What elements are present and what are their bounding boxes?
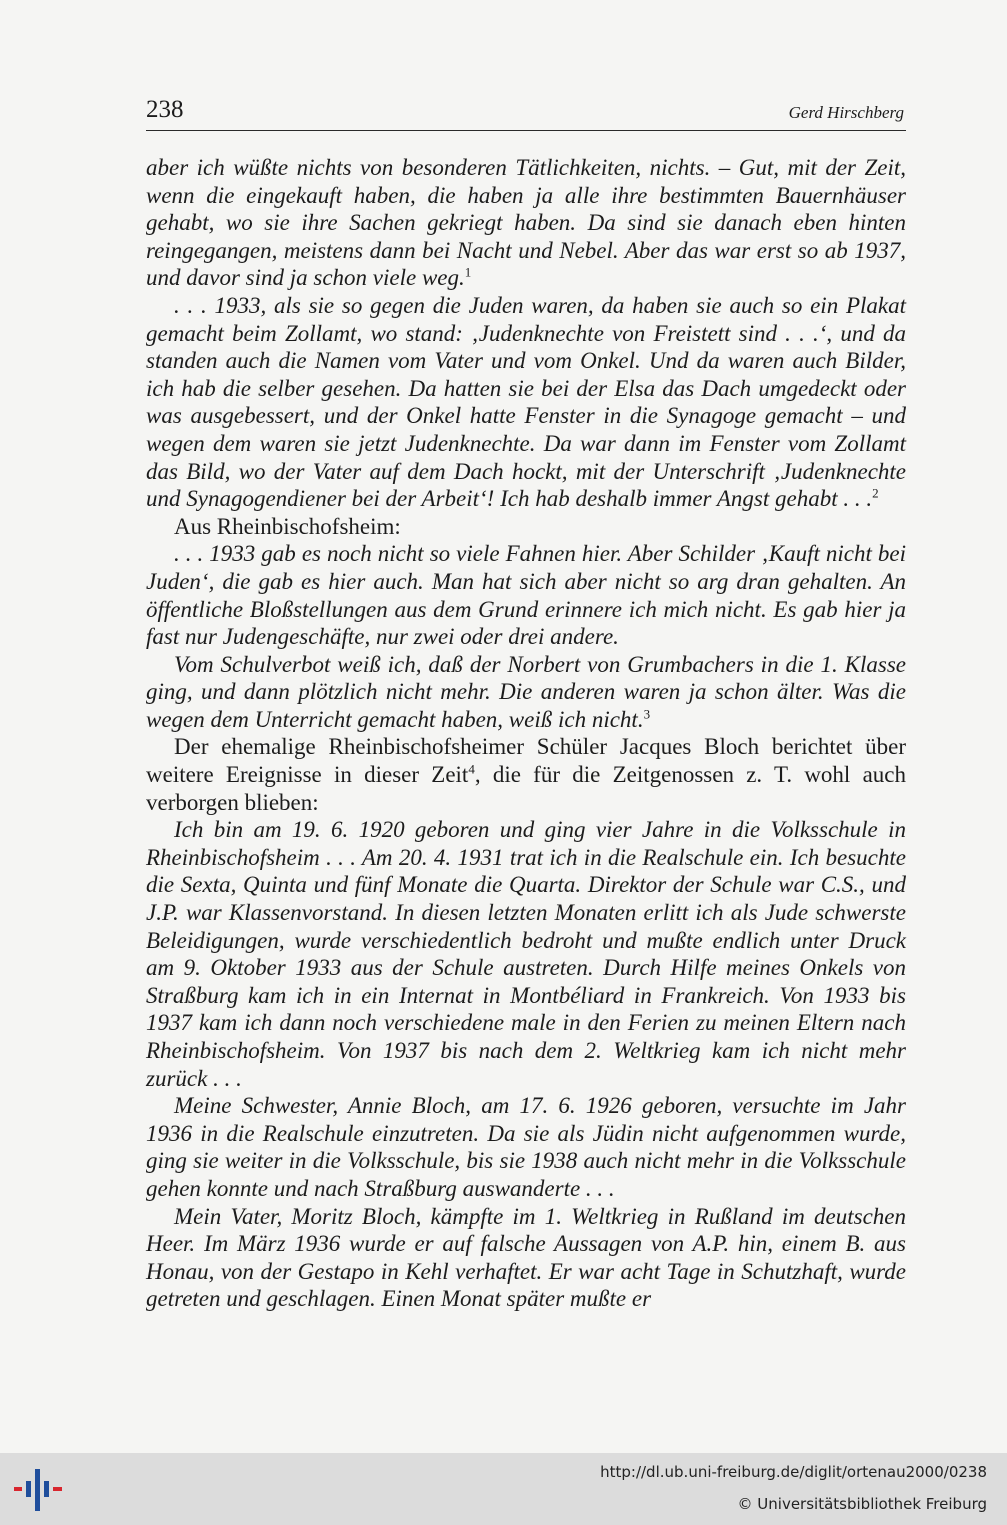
footnote-marker[interactable]: 4 — [468, 761, 475, 777]
paragraph: aber ich wüßte nichts von besonderen Tätlichkeiten, nichts. – Gut, mit der Zeit, wenn die eingekauft haben, die haben ja alle ihre bestimmten Bauernhäuser gehabt, wo sie ihre Sachen gekriegt haben. Da sind sie danach eben hinten reingegangen, meistens dann bei Nacht und Nebel. Aber das war erst so ab 1937, und davor sind ja schon viele weg.$^1$ — [146, 155, 906, 291]
page-number: 238 — [146, 96, 184, 123]
footnote-marker[interactable]: 1 — [464, 264, 472, 280]
copyright-notice: © Universitätsbibliothek Freiburg — [737, 1495, 987, 1513]
body-text — [146, 154, 906, 1313]
viewer-footer — [0, 1453, 1007, 1525]
page-header — [146, 96, 906, 131]
footnote-marker[interactable]: 2 — [872, 485, 879, 501]
paragraph: Ich bin am 19. 6. 1920 geboren und ging vier Jahre in die Volksschule in Rheinbischofsheim . . . Am 20. 4. 1931 trat ich in die Realschule ein. Ich besuchte die Sexta, Quinta und fünf Monate die Quarta. Direktor der Schule war C.S., und J.P. war Klassenvorstand. In diesen letzten Monaten erlitt ich als Jude schwerste Beleidigungen, wurde verschiedentlich bedroht und mußte endlich unter Druck am 9. Oktober 1933 aus der Schule austreten. Durch Hilfe meines Onkels von Straßburg kam ich in ein Internat in Montbéliard in Frankreich. Von 1933 bis 1937 kam ich dann noch verschiedene male in den Ferien zu meinen Eltern nach Rheinbischofsheim. Von 1937 bis nach dem 2. Weltkrieg kam ich nicht mehr zurück . . . — [146, 817, 906, 1091]
permalink-url[interactable]: http://dl.ub.uni-freiburg.de/diglit/ortenau2000/0238 — [600, 1463, 987, 1481]
running-head-author: Gerd Hirschberg — [788, 103, 904, 122]
footnote-marker[interactable]: 3 — [643, 706, 651, 722]
paragraph: Der ehemalige Rheinbischofsheimer Schüler Jacques Bloch berichtet über weitere Ereignisse in dieser Zeit$^4$, die für die Zeitgenossen z. T. wohl auch verborgen blieben: — [146, 734, 906, 815]
paragraph: Mein Vater, Moritz Bloch, kämpfte im 1. Weltkrieg in Rußland im deutschen Heer. Im März 1936 wurde er auf falsche Aussagen von A.P. hin, einem B. aus Honau, von der Gestapo in Kehl verhaftet. Er war acht Tage in Schutzhaft, wurde getreten und geschlagen. Einen Monat später mußte er — [146, 1203, 906, 1312]
paragraph: Aus Rheinbischofsheim: — [174, 513, 401, 539]
paragraph: Vom Schulverbot weiß ich, daß der Norbert von Grumbachers in die 1. Klasse ging, und dann plötzlich nicht mehr. Die anderen waren ja schon älter. Was die wegen dem Unterricht gemacht haben, weiß ich nicht.$^3$ — [146, 651, 906, 732]
paragraph: . . . 1933 gab es noch nicht so viele Fahnen hier. Aber Schilder ‚Kauft nicht bei Juden‘, die gab es hier auch. Man hat sich aber nicht so arg dran gehalten. An öffentliche Bloßstellungen aus dem Grund erinnere ich mich nicht. Es gab hier ja fast nur Judengeschäfte, nur zwei oder drei andere. — [146, 541, 906, 650]
paragraph: Meine Schwester, Annie Bloch, am 17. 6. 1926 geboren, versuchte im Jahr 1936 in die Realschule einzutreten. Da sie als Jüdin nicht aufgenommen wurde, ging sie weiter in die Volksschule, bis sie 1938 auch nicht mehr in die Volksschule gehen konnte und nach Straßburg auswanderte . . . — [146, 1093, 906, 1201]
ub-freiburg-logo-icon[interactable] — [14, 1463, 66, 1515]
paragraph: . . . 1933, als sie so gegen die Juden waren, da haben sie auch so ein Plakat gemacht beim Zollamt, wo stand: ‚Judenknechte von Freistett sind . . .‘, und da standen auch die Namen vom Vater und vom Onkel. Und da waren auch Bilder, ich hab die selber gesehen. Da hatten sie bei der Elsa das Dach umgedeckt oder was ausgebessert, und der Onkel hatte Fenster in die Synagoge gemacht – und wegen dem waren sie jetzt Judenknechte. Da war dann im Fenster vom Zollamt das Bild, wo der Vater auf dem Dach hockt, mit der Unterschrift ‚Judenknechte und Synagogendiener bei der Arbeit‘! Ich hab deshalb immer Angst gehabt . . .$^2$ — [146, 292, 906, 512]
